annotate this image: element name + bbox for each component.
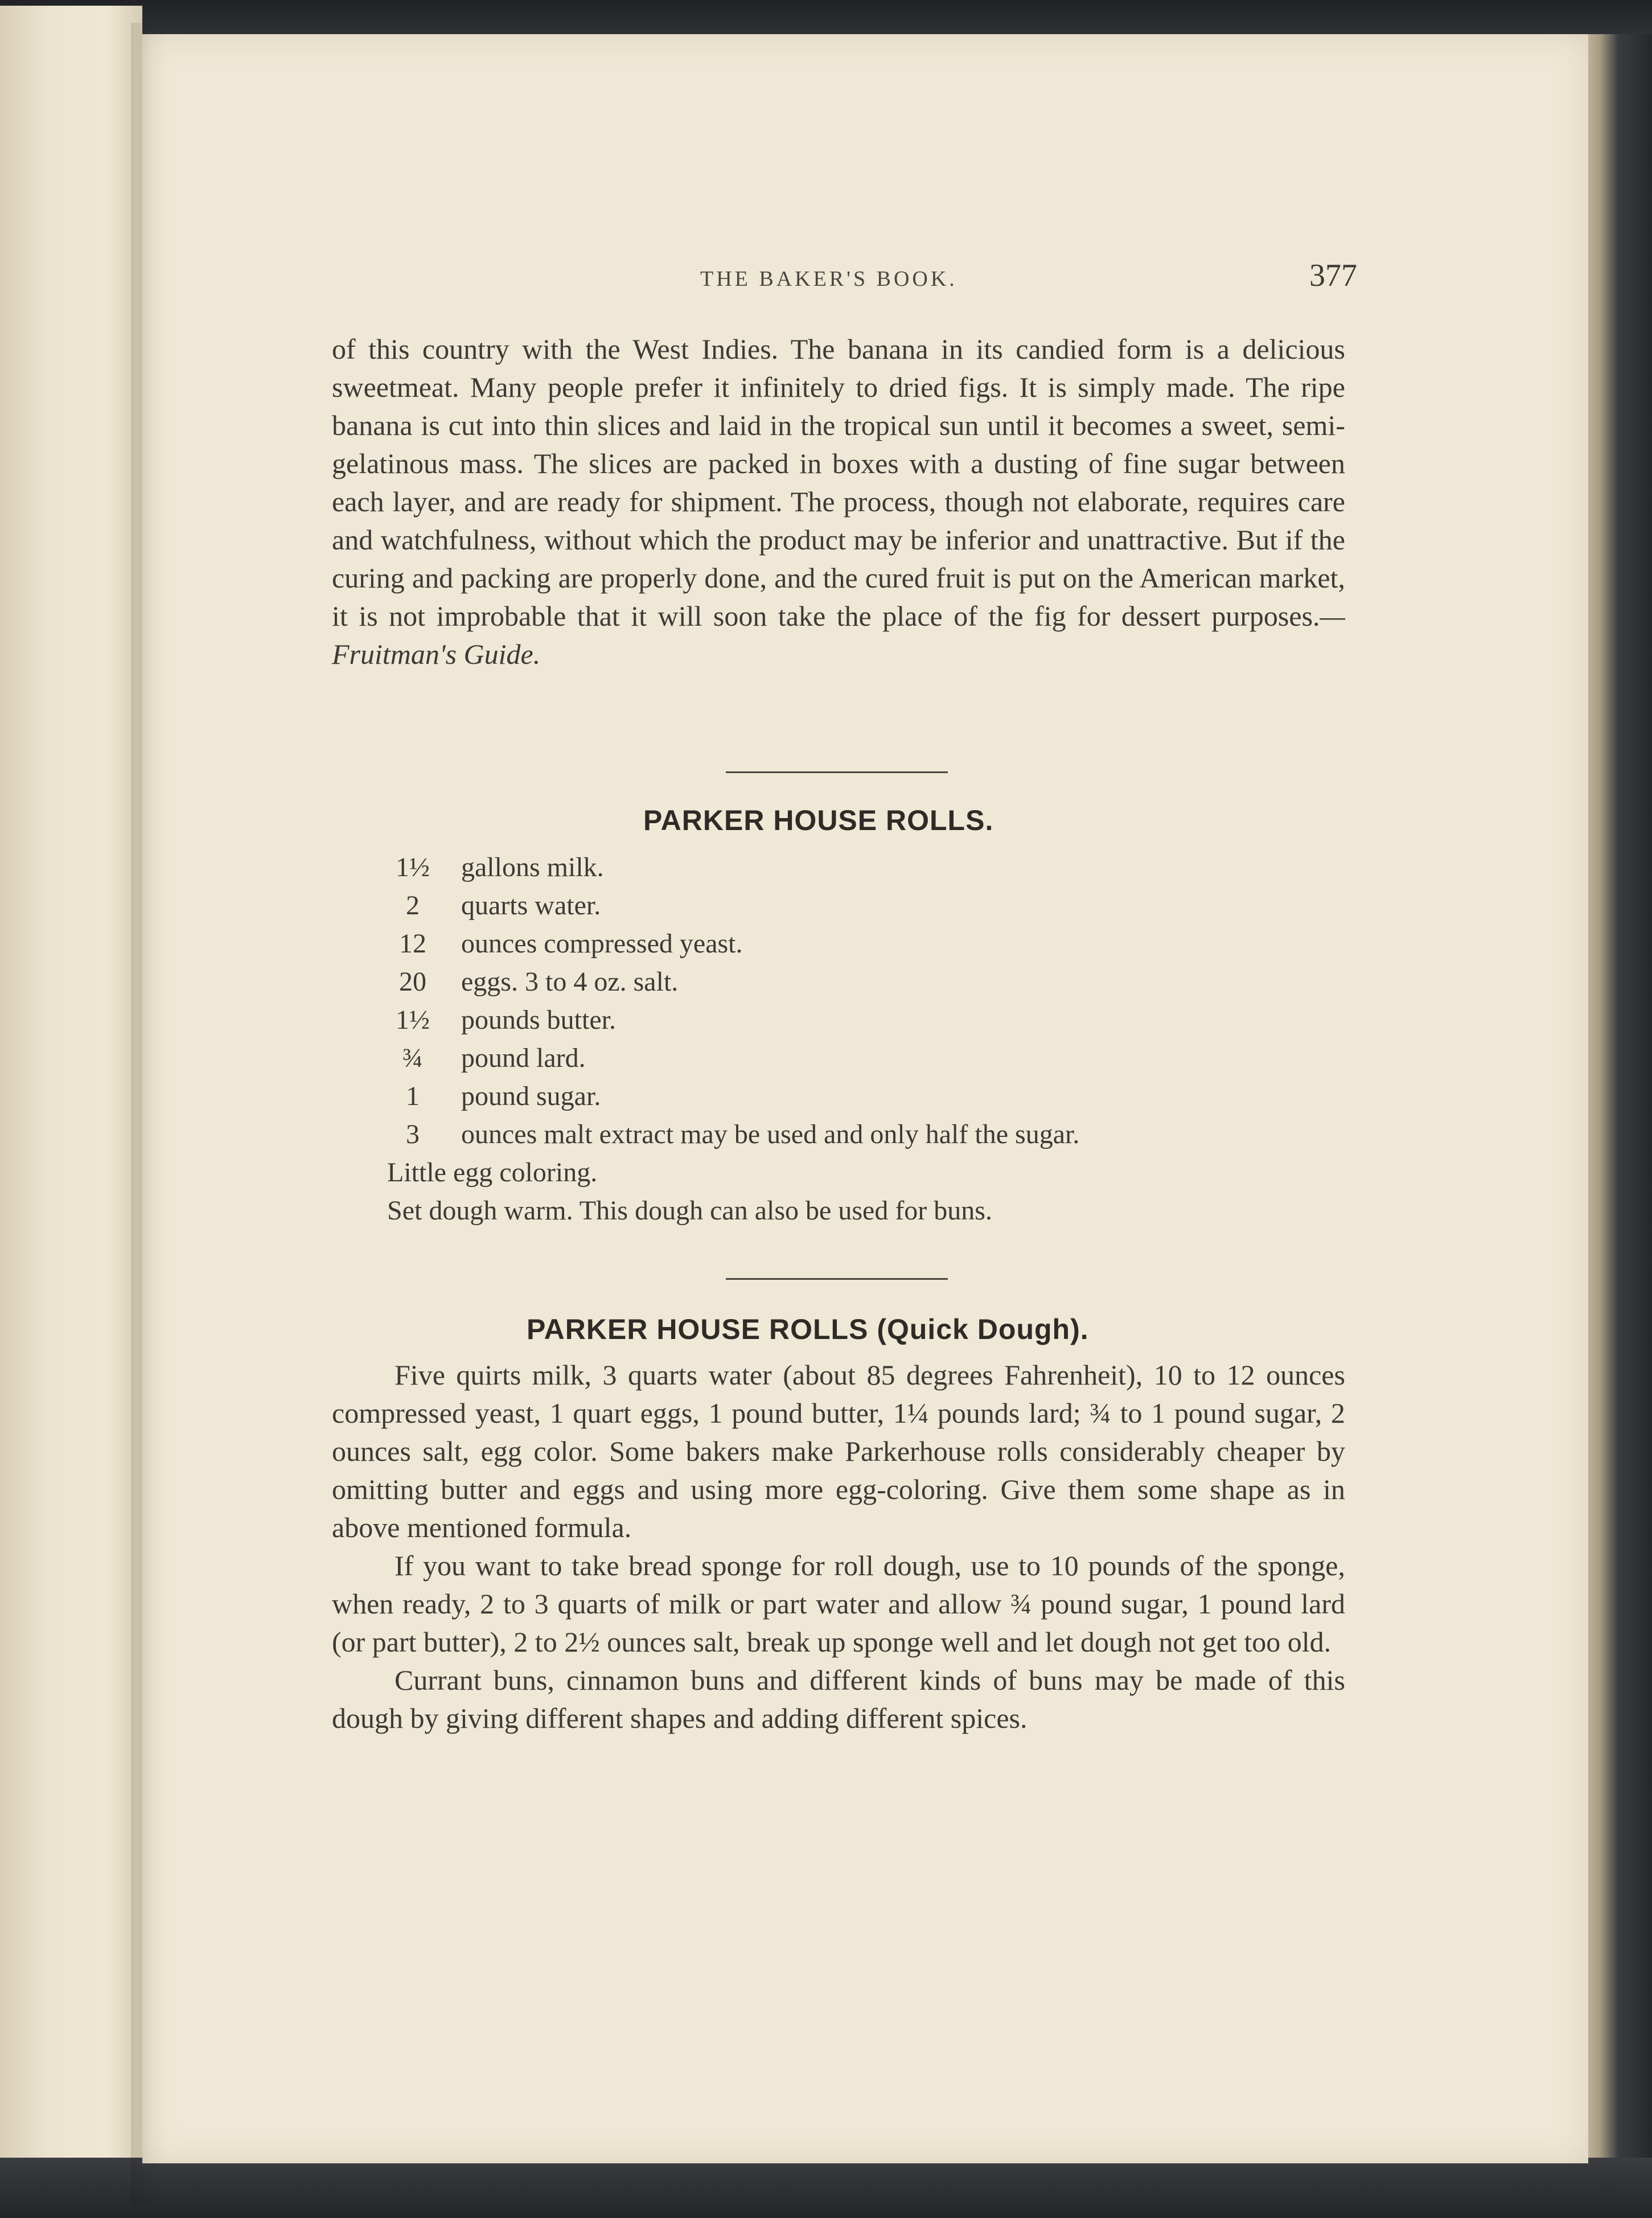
ingredient-text: ounces compressed yeast. [461, 929, 743, 959]
instruction-paragraph: Currant buns, cinnamon buns and different kinds of buns may be made of this dough by giving different shapes and adding different spices. [332, 1664, 1345, 1734]
ingredient-qty: 1½ [396, 1005, 430, 1035]
ingredient-qty: 20 [399, 967, 426, 997]
section-divider [726, 1278, 948, 1280]
intro-source: —Fruitman's Guide. [332, 600, 1345, 670]
ingredient-text: eggs. 3 to 4 oz. salt. [461, 967, 679, 997]
ingredient-qty: 2 [406, 890, 420, 921]
ingredient-qty: 1½ [396, 852, 430, 882]
recipe-note [364, 1153, 1355, 1192]
ingredient-text: pound sugar. [461, 1081, 601, 1111]
ingredient-row [364, 1077, 1355, 1115]
section-divider [726, 771, 948, 773]
ingredient-row [364, 848, 1355, 886]
intro-text: of this country with the West Indies. The banana in its candied form is a delicious sweetmeat. Many people prefer it infinitely to dried figs. It is simply made. The ripe banana is cut into thin slices and laid in the tropical sun until it becomes a sweet, semi-gelatinous mass. The slices are packed in boxes with a dusting of fine sugar between each layer, and are ready for shipment. The process, though not elaborate, requires care and watchfulness, without which the product may be inferior and unattractive. But if the curing and packing are properly done, and the cured fruit is put on the American market, it is not improbable that it will soon take the place of the fig for dessert purposes. [332, 333, 1345, 632]
ingredient-text: pound lard. [461, 1043, 586, 1073]
ingredient-text: gallons milk. [461, 852, 604, 882]
recipe-note [364, 1192, 1355, 1230]
instruction-paragraph: If you want to take bread sponge for roll dough, use to 10 pounds of the sponge, when ready, 2 to 3 quarts of milk or part water and allow ¾ pound sugar, 1 pound lard (or part butter), 2 to 2½ ounces salt, break up sponge well and let dough not get too old. [332, 1550, 1345, 1658]
ingredient-text: ounces malt extract may be used and only half the sugar. [461, 1119, 1080, 1149]
recipe-note-text: Little egg coloring. [387, 1157, 598, 1188]
ingredient-row [364, 1039, 1355, 1077]
intro-paragraph [332, 330, 1345, 673]
running-header: THE BAKER'S BOOK. [700, 267, 957, 291]
ingredient-qty: 1 [406, 1081, 420, 1111]
ingredient-text: quarts water. [461, 890, 601, 921]
recipe-note-text: Set dough warm. This dough can also be used for buns. [387, 1196, 992, 1226]
ingredient-list [364, 848, 1355, 1230]
instruction-paragraph: Five quirts milk, 3 quarts water (about 85 degrees Fahrenheit), 10 to 12 ounces compressed yeast, 1 quart eggs, 1 pound butter, 1¼ pounds lard; ¾ to 1 pound sugar, 2 ounces salt, egg color. Some bakers make Parkerhouse rolls considerably cheaper by omitting butter and eggs and using more egg-coloring. Give them some shape as in above mentioned formula. [332, 1359, 1345, 1543]
ingredient-row [364, 1115, 1355, 1153]
ingredient-qty: ¾ [402, 1043, 423, 1073]
ingredient-row [364, 886, 1355, 925]
ingredient-text: pounds butter. [461, 1005, 616, 1035]
ingredient-row [364, 963, 1355, 1001]
ingredient-row [364, 1001, 1355, 1039]
recipe-title: PARKER HOUSE ROLLS. [643, 804, 994, 836]
ingredient-qty: 12 [399, 929, 426, 959]
recipe-instructions [332, 1356, 1345, 1738]
ingredient-qty: 3 [406, 1119, 420, 1149]
page-number: 377 [1309, 258, 1357, 293]
ingredient-row [364, 925, 1355, 963]
recipe-title: PARKER HOUSE ROLLS (Quick Dough). [527, 1313, 1089, 1345]
